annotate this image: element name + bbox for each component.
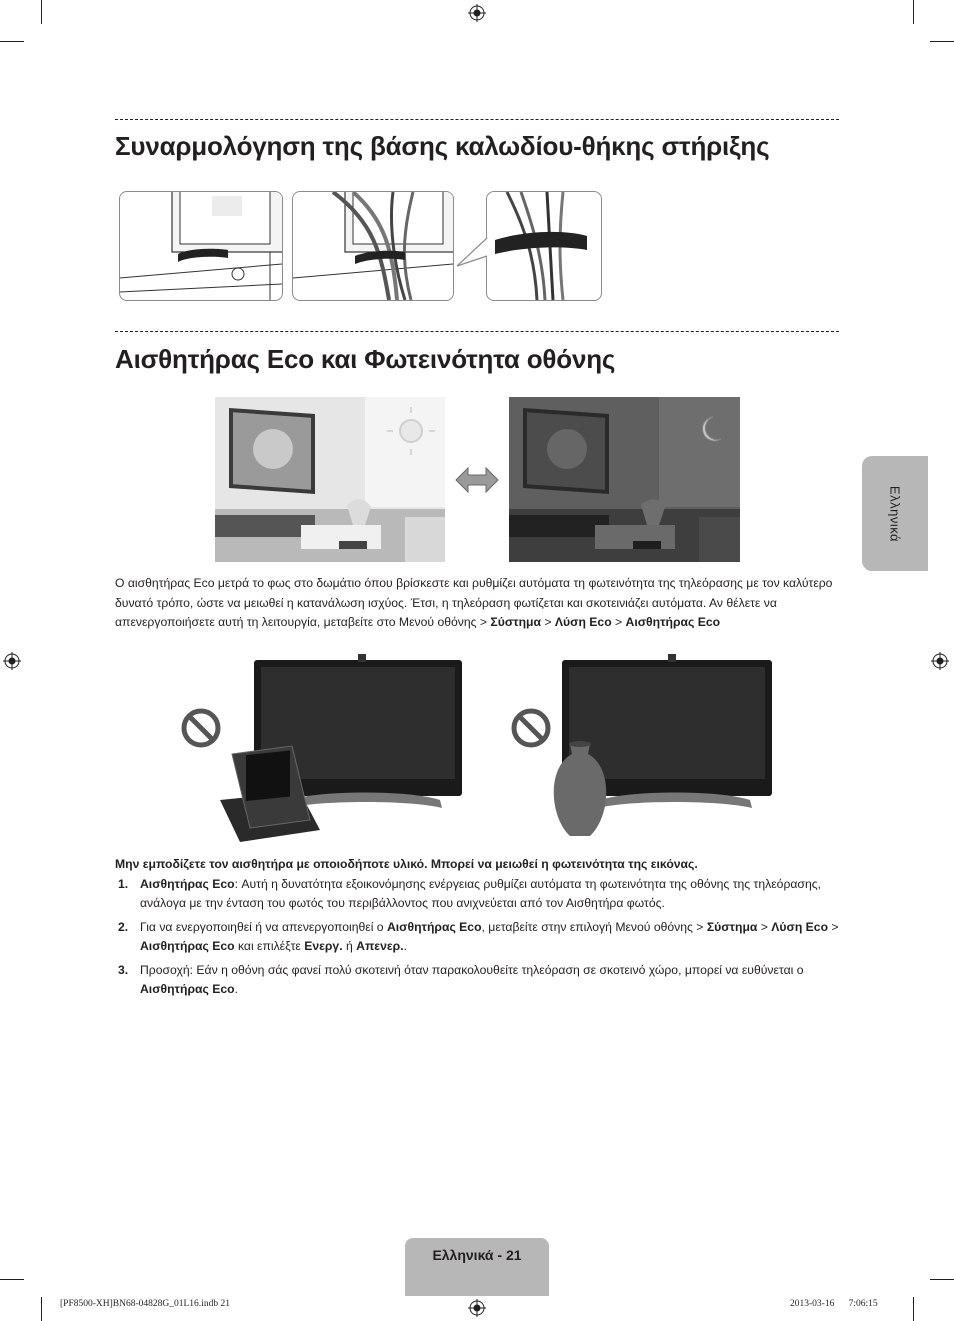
menu-path-eco-solution: Λύση Eco <box>554 615 612 629</box>
menu-path-separator: > <box>541 615 555 629</box>
language-side-tab <box>862 456 928 571</box>
menu-path-system: Σύστημα <box>490 615 541 629</box>
intro-text: Ο αισθητήρας Eco μετρά το φως στο δωμάτιο όπου βρίσκεστε και ρυθμίζει αυτόματα τη φωτεινότητα της τηλεόρασης με τον καλύτερο δυνατό τρόπο, ώστε να μειωθεί η κατανάλωση ισχύος. Έτσι, η τηλεόραση φωτίζεται και σκοτεινιάζει αυτόματα. Αν θέλετε να απενεργοποιήσετε αυτή τη λειτουργία, μεταβείτε στο Μενού οθόνης > <box>115 576 833 629</box>
eco-sensor-intro-paragraph <box>115 574 845 633</box>
cable-holder-step-3-illustration <box>486 191 602 301</box>
item-bold: Απενερ. <box>356 939 404 954</box>
item-number: 1. <box>118 877 129 891</box>
item-text: Προσοχή: Εάν η οθόνη σάς φανεί πολύ σκοτεινή όταν παρακολουθείτε τηλεόραση σε σκοτεινό χώρο, μπορεί να ευθύνεται ο <box>140 963 804 977</box>
list-item-2 <box>140 918 845 956</box>
item-text: Για να ενεργοποιηθεί ή να απενεργοποιηθεί ο <box>140 920 387 934</box>
cable-holder-step-2-illustration <box>292 191 454 301</box>
item-number: 2. <box>118 920 129 934</box>
item-text: . <box>403 939 407 954</box>
section-divider <box>115 119 839 120</box>
list-item-3 <box>140 961 845 999</box>
dark-room-illustration <box>509 397 740 562</box>
menu-path-eco-sensor: Αισθητήρας Eco <box>625 615 721 629</box>
item-number: 3. <box>118 963 129 977</box>
registration-mark-icon <box>931 652 949 670</box>
zoom-callout-icon <box>455 236 489 272</box>
item-text: ή <box>342 939 357 954</box>
item-bold: Αισθητήρας Eco <box>140 982 235 997</box>
section-title-cable-holder: Συναρμολόγηση της βάσης καλωδίου-θήκης στήριξης <box>115 131 770 161</box>
menu-path-separator: > <box>611 615 626 629</box>
bright-room-illustration <box>215 397 445 562</box>
registration-mark-icon <box>468 1299 486 1317</box>
sensor-blocked-by-vase-illustration <box>510 650 810 845</box>
item-text: και επιλέξτε <box>234 939 305 954</box>
item-text: . <box>234 982 238 997</box>
file-slug: [PF8500-XH]BN68-04828G_01L16.indb 21 <box>60 1299 230 1309</box>
item-text: : Αυτή η δυνατότητα εξοικονόμησης ενέργειας ρυθμίζει αυτόματα τη φωτεινότητα της οθόνης της τηλεόρασης, ανάλογα με την ένταση του φωτός του περιβάλλοντος που ανιχνεύεται από τον Αισθητήρα φωτός. <box>140 877 821 911</box>
item-bold: Ενεργ. <box>304 939 343 954</box>
cable-holder-step-1-illustration <box>119 191 283 301</box>
print-timestamp: 2013-03-16 7:06:15 <box>790 1299 878 1309</box>
item-bold: Λύση Eco <box>771 920 829 934</box>
section-divider <box>115 331 839 332</box>
sensor-blocked-by-frame-illustration <box>180 650 480 845</box>
item-bold: Σύστημα <box>706 920 758 934</box>
double-arrow-icon <box>454 466 500 494</box>
item-text: , μεταβείτε στην επιλογή Μενού οθόνης > <box>481 920 707 934</box>
registration-mark-icon <box>3 652 21 670</box>
item-bold: Αισθητήρας Eco <box>386 920 482 934</box>
item-bold: Αισθητήρας Eco <box>140 877 235 891</box>
item-text: > <box>757 920 772 934</box>
list-item-1 <box>140 875 845 913</box>
item-text: > <box>828 920 839 934</box>
page-number-label: Ελληνικά - 21 <box>432 1247 522 1263</box>
registration-mark-icon <box>468 4 486 22</box>
page-number-tab <box>405 1238 549 1296</box>
section-title-eco-sensor: Αισθητήρας Eco και Φωτεινότητα οθόνης <box>115 344 616 374</box>
language-side-tab-label: Ελληνικά <box>887 485 903 542</box>
sensor-warning: Μην εμποδίζετε τον αισθητήρα με οποιοδήποτε υλικό. Μπορεί να μειωθεί η φωτεινότητα της εικόνας. <box>115 857 698 871</box>
item-bold: Αισθητήρας Eco <box>140 939 235 954</box>
